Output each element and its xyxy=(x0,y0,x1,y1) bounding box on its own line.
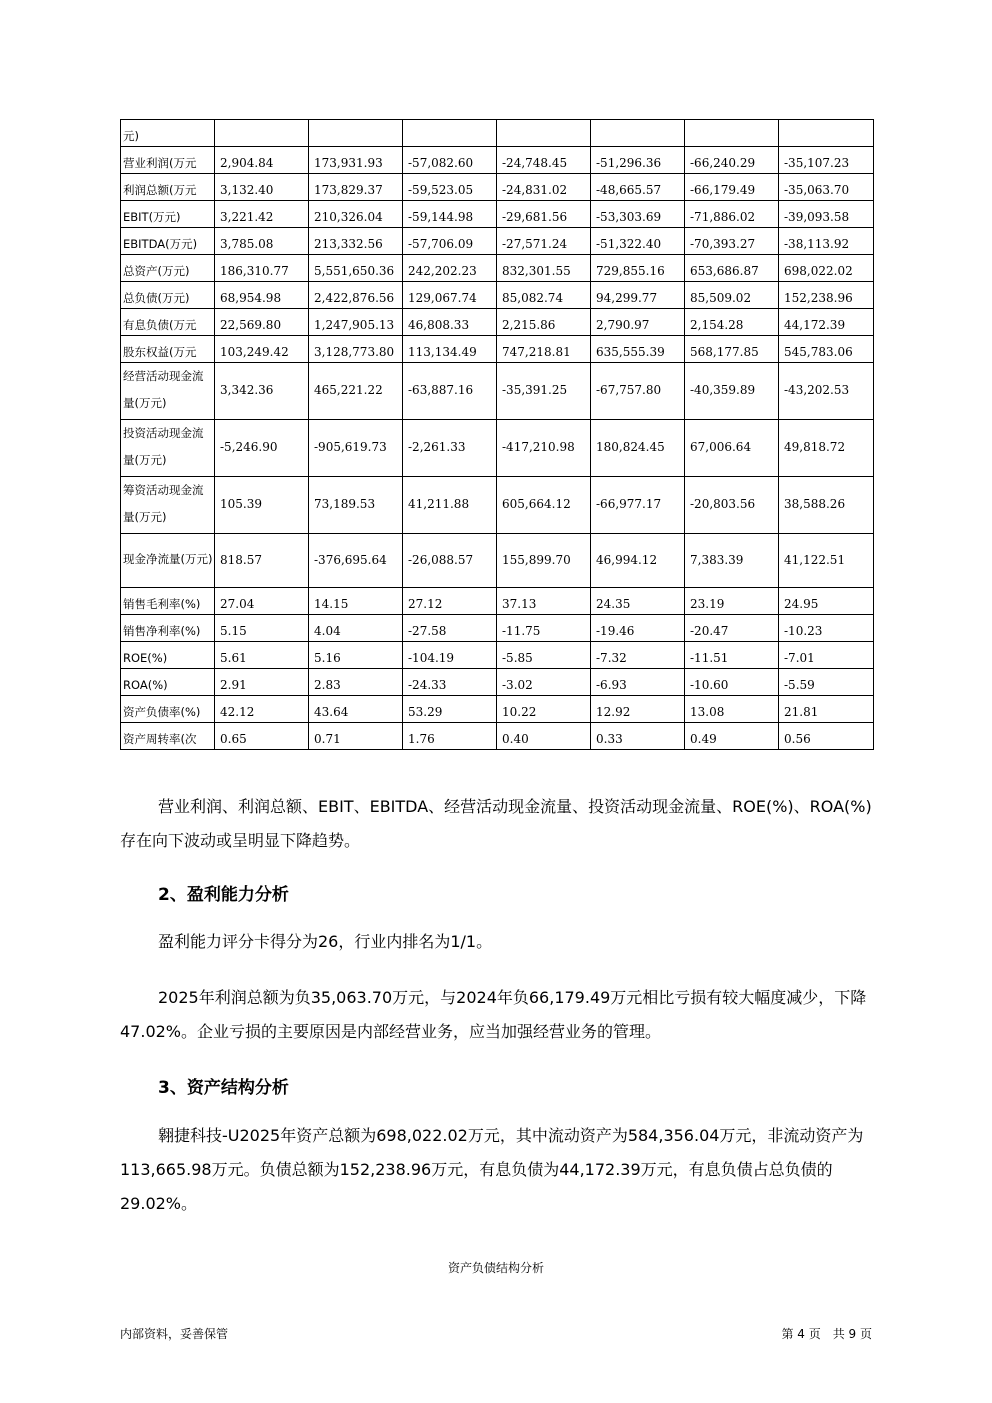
table-cell: 0.56 xyxy=(779,723,874,750)
table-cell xyxy=(591,120,685,147)
table-cell: -71,886.02 xyxy=(685,201,779,228)
table-cell: -20.47 xyxy=(685,615,779,642)
table-cell: 27.12 xyxy=(403,588,497,615)
table-cell: 43.64 xyxy=(309,696,403,723)
table-cell: 129,067.74 xyxy=(403,282,497,309)
table-cell: -67,757.80 xyxy=(591,363,685,420)
table-cell: 94,299.77 xyxy=(591,282,685,309)
table-cell: -6.93 xyxy=(591,669,685,696)
table-cell: -24,748.45 xyxy=(497,147,591,174)
table-cell: 242,202.23 xyxy=(403,255,497,282)
table-cell: -39,093.58 xyxy=(779,201,874,228)
table-row xyxy=(121,723,874,750)
asset-structure-paragraph: 翱捷科技-U2025年资产总额为698,022.02万元，其中流动资产为584,356.04万元，非流动资产为113,665.98万元。负债总额为152,238.96万元，有息负债为44,172.39万元，有息负债占总负债的29.02%。 xyxy=(120,1126,864,1213)
row-label: 股东权益(万元 xyxy=(121,336,215,363)
table-row xyxy=(121,255,874,282)
table-cell: 14.15 xyxy=(309,588,403,615)
table-row xyxy=(121,228,874,255)
table-cell: -57,706.09 xyxy=(403,228,497,255)
table-cell: 1,247,905.13 xyxy=(309,309,403,336)
table-cell: -5.59 xyxy=(779,669,874,696)
table-cell: 0.49 xyxy=(685,723,779,750)
table-cell: 85,509.02 xyxy=(685,282,779,309)
table-row xyxy=(121,174,874,201)
table-cell: 103,249.42 xyxy=(215,336,309,363)
row-label: 总资产(万元) xyxy=(121,255,215,282)
profitability-detail-paragraph: 2025年利润总额为负35,063.70万元，与2024年负66,179.49万元相比亏损有较大幅度减少，下降47.02%。企业亏损的主要原因是内部经营业务，应当加强经营业务的管理。 xyxy=(120,988,867,1041)
table-cell: -26,088.57 xyxy=(403,534,497,588)
table-row xyxy=(121,120,874,147)
table-cell: 653,686.87 xyxy=(685,255,779,282)
row-label: 筹资活动现金流量(万元) xyxy=(121,477,215,534)
row-label: 现金净流量(万元) xyxy=(121,534,215,588)
table-cell: 3,785.08 xyxy=(215,228,309,255)
row-label: EBITDA(万元) xyxy=(121,228,215,255)
table-cell: 73,189.53 xyxy=(309,477,403,534)
table-cell: 22,569.80 xyxy=(215,309,309,336)
table-cell: 21.81 xyxy=(779,696,874,723)
footer-page-number: 第 4 页 共 9 页 xyxy=(781,1327,872,1341)
table-cell: 5,551,650.36 xyxy=(309,255,403,282)
table-cell: 3,128,773.80 xyxy=(309,336,403,363)
row-label: 销售净利率(%) xyxy=(121,615,215,642)
table-row xyxy=(121,363,874,420)
table-cell: 698,022.02 xyxy=(779,255,874,282)
table-row xyxy=(121,696,874,723)
table-cell: 23.19 xyxy=(685,588,779,615)
row-label: 经营活动现金流量(万元) xyxy=(121,363,215,420)
table-cell: -20,803.56 xyxy=(685,477,779,534)
table-cell: -66,977.17 xyxy=(591,477,685,534)
table-cell xyxy=(403,120,497,147)
table-cell: -7.32 xyxy=(591,642,685,669)
table-cell: 155,899.70 xyxy=(497,534,591,588)
table-row xyxy=(121,534,874,588)
table-cell: 68,954.98 xyxy=(215,282,309,309)
table-row xyxy=(121,642,874,669)
table-cell: 2,422,876.56 xyxy=(309,282,403,309)
table-cell: 7,383.39 xyxy=(685,534,779,588)
table-cell: -51,296.36 xyxy=(591,147,685,174)
table-cell: 49,818.72 xyxy=(779,420,874,477)
table-cell: -376,695.64 xyxy=(309,534,403,588)
row-label: 销售毛利率(%) xyxy=(121,588,215,615)
table-cell: 186,310.77 xyxy=(215,255,309,282)
table-cell: 0.65 xyxy=(215,723,309,750)
table-cell: -27.58 xyxy=(403,615,497,642)
table-cell: 4.04 xyxy=(309,615,403,642)
profitability-score-paragraph: 盈利能力评分卡得分为26，行业内排名为1/1。 xyxy=(158,932,493,951)
table-cell: -43,202.53 xyxy=(779,363,874,420)
table-cell: -417,210.98 xyxy=(497,420,591,477)
row-label: ROA(%) xyxy=(121,669,215,696)
table-cell: 27.04 xyxy=(215,588,309,615)
table-cell: 210,326.04 xyxy=(309,201,403,228)
table-cell: 605,664.12 xyxy=(497,477,591,534)
table-cell: 3,342.36 xyxy=(215,363,309,420)
table-cell: 113,134.49 xyxy=(403,336,497,363)
row-label: ROE(%) xyxy=(121,642,215,669)
table-cell: -66,240.29 xyxy=(685,147,779,174)
table-cell: -7.01 xyxy=(779,642,874,669)
table-cell: -24.33 xyxy=(403,669,497,696)
table-cell: -3.02 xyxy=(497,669,591,696)
table-cell: 0.71 xyxy=(309,723,403,750)
table-cell: -51,322.40 xyxy=(591,228,685,255)
table-cell: 46,808.33 xyxy=(403,309,497,336)
row-label: 资产负债率(%) xyxy=(121,696,215,723)
table-cell: -5,246.90 xyxy=(215,420,309,477)
table-cell: 729,855.16 xyxy=(591,255,685,282)
table-cell: -10.23 xyxy=(779,615,874,642)
row-label: EBIT(万元) xyxy=(121,201,215,228)
table-cell: -905,619.73 xyxy=(309,420,403,477)
table-cell: -57,082.60 xyxy=(403,147,497,174)
table-cell: -59,523.05 xyxy=(403,174,497,201)
table-row xyxy=(121,309,874,336)
table-row xyxy=(121,336,874,363)
table-cell: -104.19 xyxy=(403,642,497,669)
table-cell: 37.13 xyxy=(497,588,591,615)
table-cell: 44,172.39 xyxy=(779,309,874,336)
table-cell: 1.76 xyxy=(403,723,497,750)
table-cell: 152,238.96 xyxy=(779,282,874,309)
table-cell: -63,887.16 xyxy=(403,363,497,420)
table-cell: 0.40 xyxy=(497,723,591,750)
table-cell: 105.39 xyxy=(215,477,309,534)
table-cell: -35,063.70 xyxy=(779,174,874,201)
table-cell: 180,824.45 xyxy=(591,420,685,477)
row-label: 有息负债(万元 xyxy=(121,309,215,336)
table-cell: 13.08 xyxy=(685,696,779,723)
row-label: 元) xyxy=(121,120,215,147)
table-row xyxy=(121,201,874,228)
table-cell: 2,215.86 xyxy=(497,309,591,336)
table-cell: 2,790.97 xyxy=(591,309,685,336)
row-label: 利润总额(万元 xyxy=(121,174,215,201)
table-cell xyxy=(215,120,309,147)
table-cell: -29,681.56 xyxy=(497,201,591,228)
table-cell: 2,154.28 xyxy=(685,309,779,336)
table-cell: 41,211.88 xyxy=(403,477,497,534)
table-cell: 832,301.55 xyxy=(497,255,591,282)
table-cell: 38,588.26 xyxy=(779,477,874,534)
table-cell: 67,006.64 xyxy=(685,420,779,477)
chart-caption: 资产负债结构分析 xyxy=(447,1261,544,1275)
table-cell xyxy=(685,120,779,147)
row-label: 营业利润(万元 xyxy=(121,147,215,174)
table-cell: 173,829.37 xyxy=(309,174,403,201)
table-cell: 3,132.40 xyxy=(215,174,309,201)
table-cell: -53,303.69 xyxy=(591,201,685,228)
table-row xyxy=(121,420,874,477)
table-cell: 465,221.22 xyxy=(309,363,403,420)
table-cell xyxy=(497,120,591,147)
table-cell: 53.29 xyxy=(403,696,497,723)
table-cell: -24,831.02 xyxy=(497,174,591,201)
section-heading-profitability: 2、盈利能力分析 xyxy=(158,885,289,905)
section-heading-asset-structure: 3、资产结构分析 xyxy=(158,1078,289,1098)
trend-paragraph: 营业利润、利润总额、EBIT、EBITDA、经营活动现金流量、投资活动现金流量、ROE(%)、ROA(%)存在向下波动或呈明显下降趋势。 xyxy=(120,797,872,850)
table-cell: -70,393.27 xyxy=(685,228,779,255)
table-cell: 568,177.85 xyxy=(685,336,779,363)
table-cell: -11.75 xyxy=(497,615,591,642)
table-cell: 46,994.12 xyxy=(591,534,685,588)
table-row xyxy=(121,588,874,615)
table-cell: -35,391.25 xyxy=(497,363,591,420)
table-cell: -38,113.92 xyxy=(779,228,874,255)
table-cell: 42.12 xyxy=(215,696,309,723)
row-label: 资产周转率(次 xyxy=(121,723,215,750)
table-cell: 2.83 xyxy=(309,669,403,696)
footer-confidential-note: 内部资料，妥善保管 xyxy=(120,1327,229,1341)
table-cell: 3,221.42 xyxy=(215,201,309,228)
table-cell: 85,082.74 xyxy=(497,282,591,309)
table-cell xyxy=(309,120,403,147)
table-cell: 213,332.56 xyxy=(309,228,403,255)
table-cell: 818.57 xyxy=(215,534,309,588)
table-cell: -48,665.57 xyxy=(591,174,685,201)
row-label: 总负债(万元) xyxy=(121,282,215,309)
table-cell: 12.92 xyxy=(591,696,685,723)
table-cell: 635,555.39 xyxy=(591,336,685,363)
table-cell: -11.51 xyxy=(685,642,779,669)
table-cell: -59,144.98 xyxy=(403,201,497,228)
table-cell: 0.33 xyxy=(591,723,685,750)
table-cell: 24.95 xyxy=(779,588,874,615)
table-cell: 173,931.93 xyxy=(309,147,403,174)
table-cell: -40,359.89 xyxy=(685,363,779,420)
table-cell: 2,904.84 xyxy=(215,147,309,174)
table-cell: -2,261.33 xyxy=(403,420,497,477)
table-row xyxy=(121,282,874,309)
table-cell: -27,571.24 xyxy=(497,228,591,255)
table-row xyxy=(121,669,874,696)
table-cell: 5.15 xyxy=(215,615,309,642)
table-cell: 747,218.81 xyxy=(497,336,591,363)
table-cell: 5.16 xyxy=(309,642,403,669)
table-cell: 10.22 xyxy=(497,696,591,723)
table-cell: 41,122.51 xyxy=(779,534,874,588)
table-cell: 5.61 xyxy=(215,642,309,669)
table-cell: -35,107.23 xyxy=(779,147,874,174)
table-row xyxy=(121,477,874,534)
table-cell: -10.60 xyxy=(685,669,779,696)
row-label: 投资活动现金流量(万元) xyxy=(121,420,215,477)
table-cell: 24.35 xyxy=(591,588,685,615)
table-cell: 545,783.06 xyxy=(779,336,874,363)
table-cell: 2.91 xyxy=(215,669,309,696)
table-cell: -5.85 xyxy=(497,642,591,669)
table-row xyxy=(121,147,874,174)
table-cell xyxy=(779,120,874,147)
table-cell: -19.46 xyxy=(591,615,685,642)
table-cell: -66,179.49 xyxy=(685,174,779,201)
table-row xyxy=(121,615,874,642)
financial-indicators-table xyxy=(120,119,874,750)
